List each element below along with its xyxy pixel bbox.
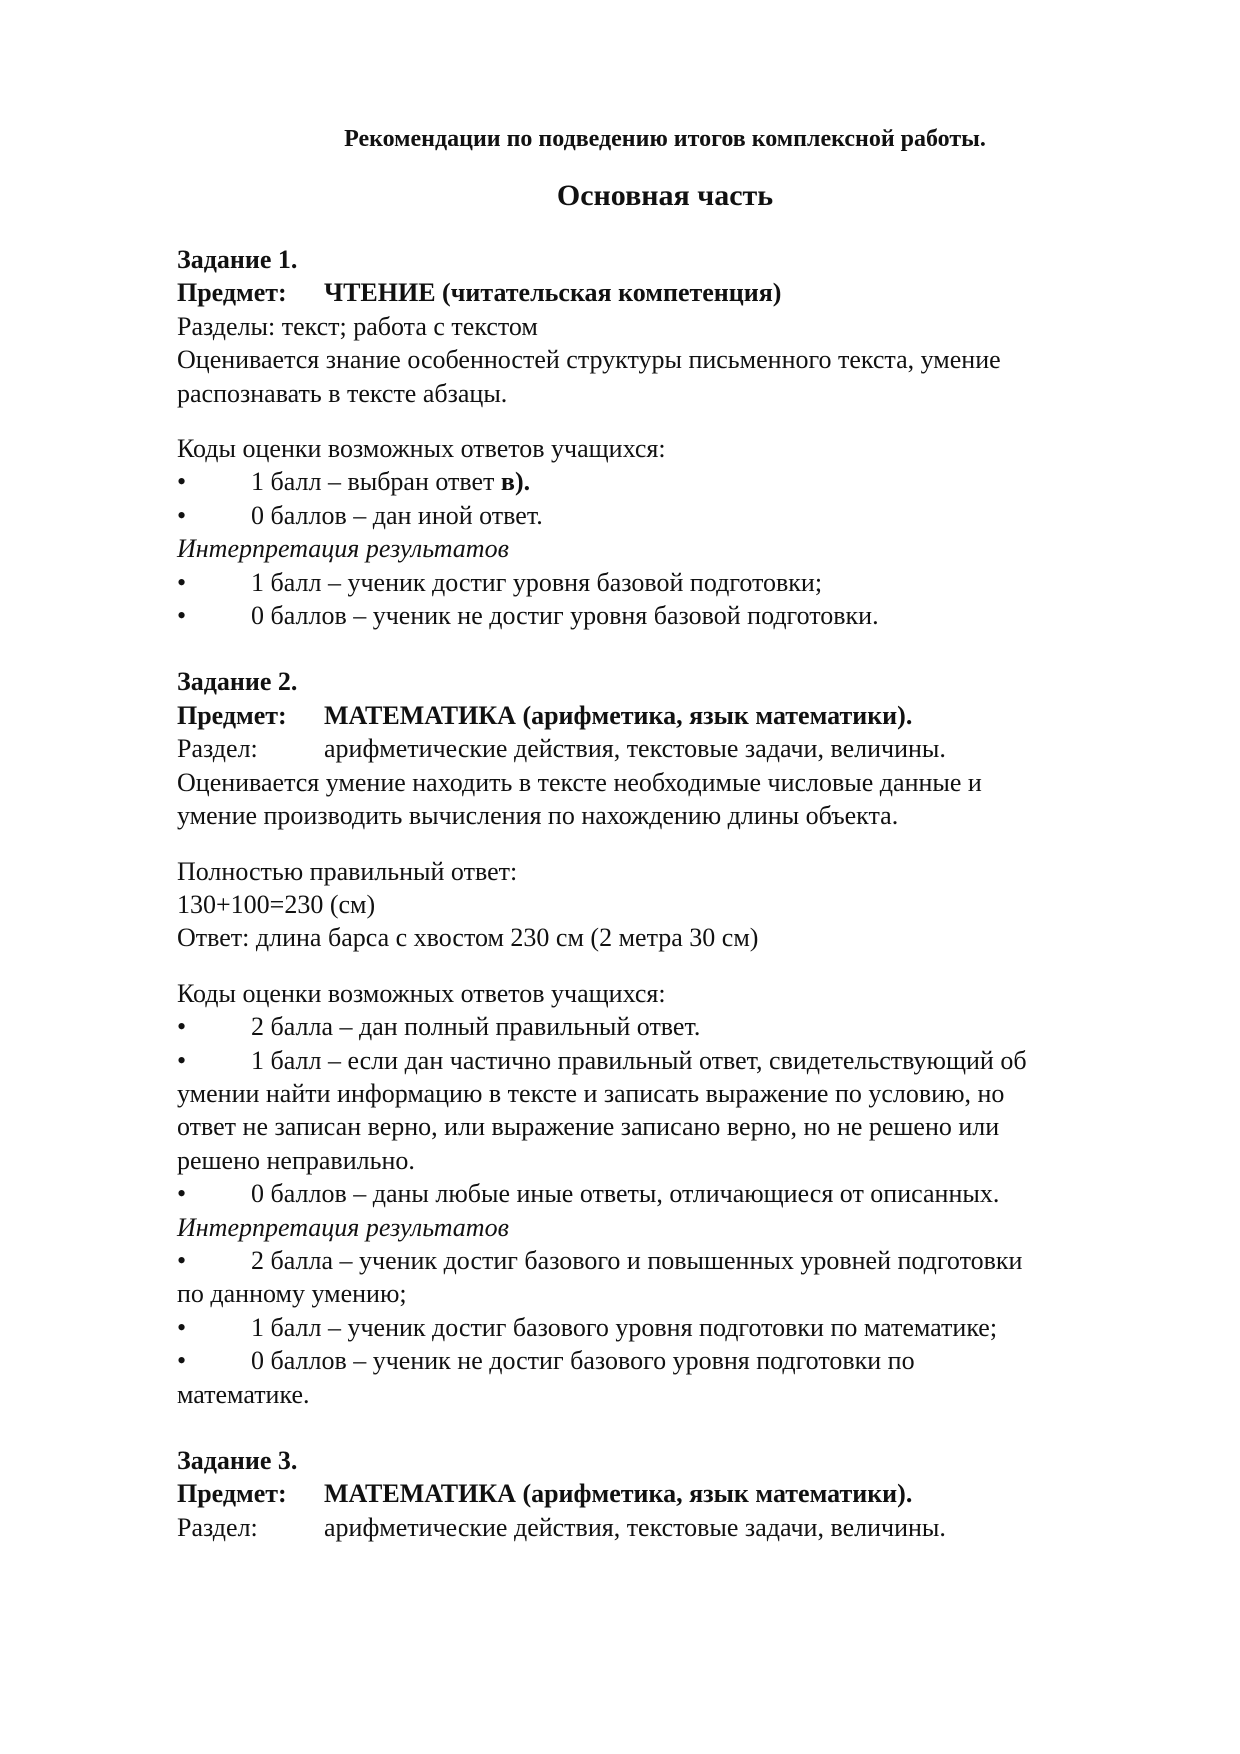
task-3-section-line: Раздел: арифметические действия, текстовые задачи, величины. — [177, 1512, 946, 1542]
bullet-icon: • — [177, 1245, 187, 1275]
task-2-section-line: Раздел: арифметические действия, текстовые задачи, величины. — [177, 734, 946, 764]
task-1-desc-line: распознавать в тексте абзацы. — [177, 378, 508, 408]
task-1-subject: Предмет: ЧТЕНИЕ (читательская компетенция) — [177, 278, 782, 308]
bullet-icon: • — [177, 1045, 187, 1075]
bullet-icon: • — [177, 467, 187, 497]
task-2-answer: Ответ: длина барса с хвостом 230 см (2 метра 30 см) — [177, 923, 759, 953]
list-item: • 0 баллов – ученик не достиг базового уровня подготовки по — [177, 1344, 1137, 1377]
document-body — [177, 243, 1137, 1544]
list-item-continuation: решено неправильно. — [177, 1145, 415, 1175]
task-1-codes-heading: Коды оценки возможных ответов учащихся: — [177, 434, 666, 464]
bullet-icon: • — [177, 1179, 187, 1209]
task-3-section — [177, 1444, 1137, 1544]
task-1-section — [177, 243, 1137, 632]
task-3-subject: Предмет: МАТЕМАТИКА (арифметика, язык математики). — [177, 1479, 913, 1509]
task-3-heading: Задание 3. — [177, 1446, 298, 1475]
task-1-interp-heading: Интерпретация результатов — [177, 534, 509, 564]
task-1-sections: Разделы: текст; работа с текстом — [177, 311, 538, 341]
task-1-desc-line: Оценивается знание особенностей структуры письменного текста, умение — [177, 345, 1001, 375]
document-subtitle: Основная часть — [556, 179, 774, 212]
task-2-interp-heading: Интерпретация результатов — [177, 1212, 509, 1242]
list-item: • 1 балл – ученик достиг уровня базовой подготовки; — [177, 566, 1137, 599]
bullet-icon: • — [177, 601, 187, 631]
list-item: • 0 баллов – ученик не достиг уровня базовой подготовки. — [177, 599, 1137, 632]
list-item: • 0 баллов – даны любые иные ответы, отличающиеся от описанных. — [177, 1177, 1137, 1210]
bullet-icon: • — [177, 1346, 187, 1376]
bullet-icon: • — [177, 1012, 187, 1042]
task-2-section — [177, 665, 1137, 1411]
list-item: • 2 балла – дан полный правильный ответ. — [177, 1010, 1137, 1043]
list-item-continuation: математике. — [177, 1379, 310, 1409]
bullet-icon: • — [177, 500, 187, 530]
list-item: • 0 баллов – дан иной ответ. — [177, 499, 1137, 532]
bullet-icon: • — [177, 1312, 187, 1342]
task-2-desc-line: умение производить вычисления по нахождению длины объекта. — [177, 801, 899, 831]
task-2-desc-line: Оценивается умение находить в тексте необходимые числовые данные и — [177, 767, 982, 797]
task-2-subject: Предмет: МАТЕМАТИКА (арифметика, язык математики). — [177, 700, 913, 730]
task-2-codes-heading: Коды оценки возможных ответов учащихся: — [177, 978, 666, 1008]
list-item-continuation: по данному умению; — [177, 1279, 407, 1309]
list-item: • 1 балл – ученик достиг базового уровня подготовки по математике; — [177, 1311, 1137, 1344]
list-item-continuation: умении найти информацию в тексте и записать выражение по условию, но — [177, 1078, 1005, 1108]
list-item: • 2 балла – ученик достиг базового и повышенных уровней подготовки — [177, 1244, 1137, 1277]
task-2-calc: 130+100=230 (см) — [177, 889, 376, 919]
task-1-heading: Задание 1. — [177, 245, 298, 274]
document-title: Рекомендации по подведению итогов комплексной работы. — [344, 126, 986, 152]
bullet-icon: • — [177, 567, 187, 597]
list-item: • 1 балл – если дан частично правильный ответ, свидетельствующий об — [177, 1044, 1137, 1077]
list-item: • 1 балл – выбран ответ в). — [177, 465, 1137, 498]
list-item-continuation: ответ не записан верно, или выражение записано верно, но не решено или — [177, 1112, 1000, 1142]
task-2-heading: Задание 2. — [177, 667, 298, 697]
task-2-full-answer-heading: Полностью правильный ответ: — [177, 856, 518, 886]
